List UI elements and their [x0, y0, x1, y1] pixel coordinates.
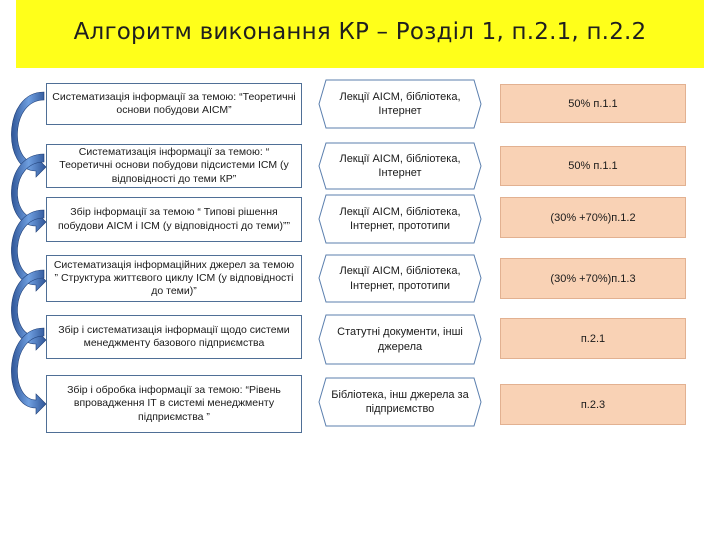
task-box-2: Систематизація інформації за темою: “ Теоретичні основи побудови підсистеми ІСМ (у відповідності до теми КР”: [46, 144, 302, 188]
page-title: Алгоритм виконання КР – Розділ 1, п.2.1, п.2.2: [73, 19, 647, 45]
source-box-1: Лекції АІСМ, бібліотека, Інтернет: [339, 90, 461, 117]
source-box-4: Лекції АІСМ, бібліотека, Інтернет, прототипи: [339, 265, 461, 292]
result-box-1: 50% п.1.1: [500, 84, 686, 123]
source-box-3: Лекції АІСМ, бібліотека, Інтернет, прототипи: [339, 205, 461, 232]
result-box-5: п.2.1: [500, 318, 686, 359]
result-box-6: п.2.3: [500, 384, 686, 425]
task-box-5: Збір і систематизація інформації щодо системи менеджменту базового підприємства: [46, 315, 302, 359]
task-box-6: Збір і обробка інформації за темою: “Рівень впровадження ІТ в системі менеджменту підприємства ”: [46, 375, 302, 433]
result-box-3: (30% +70%)п.1.2: [500, 197, 686, 238]
task-box-4: Систематизація інформаційних джерел за темою ” Структура життєвого циклу ІСМ (у відповідності до теми)”: [46, 255, 302, 302]
task-box-3: Збір інформації за темою “ Типові рішення побудови АІСМ і ІСМ (у відповідності до теми)””: [46, 197, 302, 242]
result-box-2: 50% п.1.1: [500, 146, 686, 186]
source-box-5: Статутні документи, інші джерела: [337, 326, 463, 353]
result-box-4: (30% +70%)п.1.3: [500, 258, 686, 299]
source-box-2: Лекції АІСМ, бібліотека, Інтернет: [339, 152, 461, 179]
task-box-1: Систематизація інформації за темою: “Теоретичні основи побудови АІСМ”: [46, 83, 302, 125]
source-box-6: Бібліотека, інш джерела за підприємство: [331, 388, 469, 415]
